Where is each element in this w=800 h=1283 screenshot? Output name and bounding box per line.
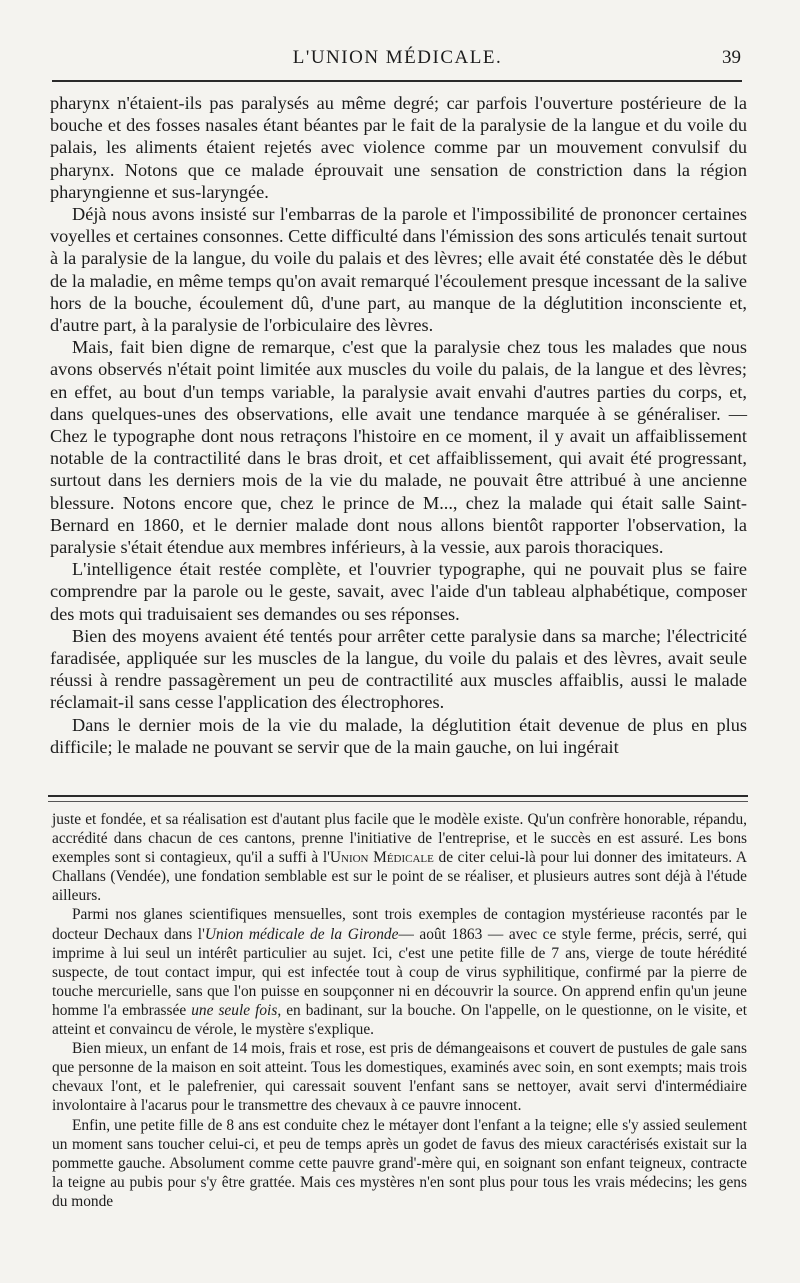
running-header xyxy=(50,47,745,77)
paragraph xyxy=(52,905,747,1039)
paragraph: Bien mieux, un enfant de 14 mois, frais et rose, est pris de démangeaisons et couvert de pustules de gale sans que personne de la maison en soit atteint. Tous les domestiques, examinés avec soin, en sont exempts; mais trois chevaux l'ont, et le palefrenier, qui caressait souvent l'enfant sans se nettoyer, avait servi d'intermédiaire involontaire à l'acarus pour le transmettre des chevaux à ce pauvre innocent. xyxy=(52,1040,747,1115)
text-run: juste et fondée, et sa réalisation est d'autant plus facile que le modèle existe. Qu'un confrère honorable, répandu, accrédité dans chacun de ces cantons, prenne l'initiative de l'entreprise, et le succès en est assuré. Les bons exemples sont si contagieux, qu'il a suffi à l' xyxy=(52,811,747,867)
text-run: de citer celui-là pour lui donner des imitateurs. A Challans (Vendée), une fondation semblable est sur le point de se réaliser, et plusieurs autres sont déjà à l'étude ailleurs. xyxy=(52,849,748,905)
text-run: — août 1863 — avec ce style ferme, précis, serré, qui imprime à lui seul un intérêt particulier au sujet. Ici, c'est une petite fille de 7 ans, vierge de toute hérédité suspecte, de tout contact impur, qui est infectée tout à coup de virus syphilitique, confirmé par la pierre de touche mercurielle, sans que l'on puisse en soupçonner ni en découvrir la source. On apprend enfin qu'un jeune homme l'a embrassée xyxy=(52,925,747,1019)
journal-name: Union Médicale xyxy=(329,849,434,867)
paragraph: Dans le dernier mois de la vie du malade, la déglutition était devenue de plus en plus difficile; le malade ne pouvant se servir que de la main gauche, on lui ingérait xyxy=(50,714,747,757)
paragraph: Bien des moyens avaient été tentés pour arrêter cette paralysie dans sa marche; l'électricité faradisée, appliquée sur les muscles de la langue, du voile du palais et des lèvres, avait seule réussi à rendre passagèrement un peu de contractilité aux muscles affaiblis, aussi le malade réclamait-il sans cesse l'application des électrophores. xyxy=(50,625,747,713)
text-run: , en badinant, sur la bouche. On l'appelle, on le questionne, on le visite, et atteint et convaincu de vérole, le mystère s'explique. xyxy=(52,1001,747,1039)
paragraph: Mais, fait bien digne de remarque, c'est que la paralysie chez tous les malades que nous avons observés n'était point limitée aux muscles du voile du palais, de la langue et des lèvres; en effet, au bout d'un temps variable, la paralysie avait envahi d'autres parties du corps, et, dans quelques-unes des observations, elle avait une tendance marquée à se généraliser. — Chez le typographe dont nous retraçons l'histoire en ce moment, il y avait un affaiblissement notable de la contractilité dans le bras droit, et cet affaiblissement, qui avait été progressant, surtout dans les derniers mois de la vie du malade, ne pouvait être attribué à une ancienne blessure. Notons encore que, chez le prince de M..., chez la malade qui était salle Saint-Bernard en 1860, et le dernier malade dont nous allons bientôt rapporter l'observation, la paralysie s'était étendue aux membres inférieurs, à la vessie, aux parois thoraciques. xyxy=(50,337,747,558)
main-text xyxy=(50,92,747,758)
page-number: 39 xyxy=(722,47,741,68)
feuilleton-text xyxy=(52,810,747,1211)
paragraph: Déjà nous avons insisté sur l'embarras de la parole et l'impossibilité de prononcer certaines voyelles et certaines consonnes. Cette difficulté dans l'émission des sons articulés tenait surtout à la paralysie de la langue, du voile du palais et des lèvres; elle avait été constatée dès le début de la maladie, en même temps qu'on avait remarqué l'écoulement presque incessant de la salive hors de la bouche, écoulement dû, d'une part, au manque de la déglutition inconsciente et, d'autre part, à la paralysie de l'orbiculaire des lèvres. xyxy=(50,204,747,336)
emphasis: une seule fois xyxy=(191,1001,278,1019)
paragraph: L'intelligence était restée complète, et l'ouvrier typographe, qui ne pouvait plus se faire comprendre par la parole ou le geste, savait, avec l'aide d'un tableau alphabétique, composer des mots qui traduisaient ses demandes ou ses réponses. xyxy=(50,559,747,624)
paragraph: pharynx n'étaient-ils pas paralysés au même degré; car parfois l'ouverture postérieure de la bouche et des fosses nasales étant béantes par le fait de la paralysie de la langue et du voile du palais, les aliments étaient rejetés avec violence comme par un mouvement convulsif du pharynx. Notons que ce malade éprouvait une sensation de constriction dans la région pharyngienne et sus-laryngée. xyxy=(50,93,747,202)
paragraph: Enfin, une petite fille de 8 ans est conduite chez le métayer dont l'enfant a la teigne; elle s'y assied seulement un moment sans toucher celui-ci, et peu de temps après un godet de favus des mieux caractérisés existait sur la pommette gauche. Absolument comme cette pauvre grand'-mère qui, en soignant son enfant teigneux, contracte la teigne au pubis pour s'y être grattée. Mais ces mystères n'en sont plus pour tous les vrais médecins; les gens du monde xyxy=(52,1116,747,1210)
paragraph xyxy=(52,810,747,905)
header-rule xyxy=(52,80,742,82)
journal-title: L'UNION MÉDICALE. xyxy=(292,47,503,68)
text-run: Parmi nos glanes scientifiques mensuelles, sont trois exemples de contagion mystérieuse racontés par le docteur Dechaux dans l' xyxy=(52,906,747,943)
journal-name: Union médicale de la Gironde xyxy=(204,925,399,943)
feuilleton-separator xyxy=(48,795,748,802)
